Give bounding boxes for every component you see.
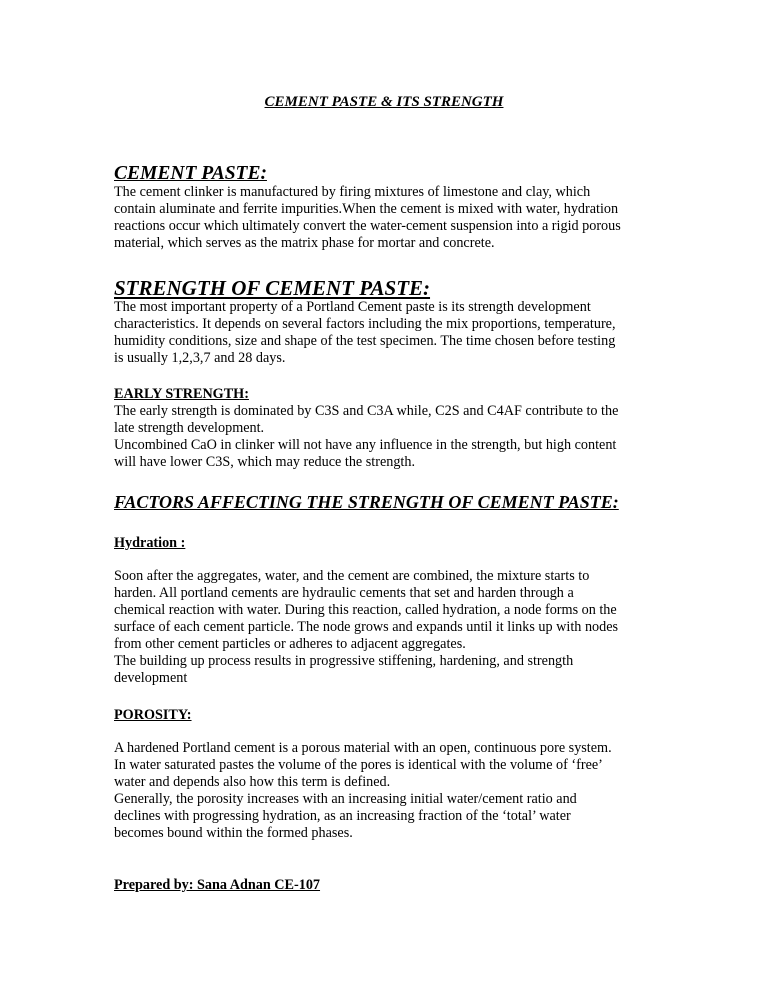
text-line: material, which serves as the matrix phase for mortar and concrete. — [114, 235, 495, 251]
text-line: harden. All portland cements are hydraulic cements that set and harden through a — [114, 585, 574, 601]
heading-cement-paste: CEMENT PASTE: — [114, 163, 267, 184]
paragraph-cement-paste — [114, 184, 674, 252]
paragraph-strength — [114, 299, 674, 367]
text-line: Soon after the aggregates, water, and the cement are combined, the mixture starts to — [114, 568, 590, 584]
text-line: water and depends also how this term is defined. — [114, 774, 391, 790]
text-line: The building up process results in progressive stiffening, hardening, and strength — [114, 653, 574, 669]
text-line: development — [114, 670, 188, 686]
heading-early-strength: EARLY STRENGTH: — [114, 386, 249, 402]
heading-strength: STRENGTH OF CEMENT PASTE: — [114, 276, 431, 300]
author-footer: Prepared by: Sana Adnan CE-107 — [114, 877, 321, 893]
text-line: from other cement particles or adheres to adjacent aggregates. — [114, 636, 466, 652]
text-line: reactions occur which ultimately convert the water-cement suspension into a rigid porous — [114, 218, 621, 234]
text-line: humidity conditions, size and shape of the test specimen. The time chosen before testing — [114, 333, 616, 349]
text-line: becomes bound within the formed phases. — [114, 825, 353, 841]
paragraph-early-strength — [114, 403, 674, 471]
heading-factors: FACTORS AFFECTING THE STRENGTH OF CEMENT PASTE: — [114, 492, 619, 512]
text-line: The cement clinker is manufactured by firing mixtures of limestone and clay, which — [114, 184, 591, 200]
text-line: is usually 1,2,3,7 and 28 days. — [114, 350, 286, 366]
text-line: Uncombined CaO in clinker will not have any influence in the strength, but high content — [114, 437, 617, 453]
text-line: contain aluminate and ferrite impurities.When the cement is mixed with water, hydration — [114, 201, 619, 217]
text-line: The early strength is dominated by C3S and C3A while, C2S and C4AF contribute to the — [114, 403, 619, 419]
text-line: surface of each cement particle. The node grows and expands until it links up with nodes — [114, 619, 619, 635]
text-line: In water saturated pastes the volume of the pores is identical with the volume of ‘free’ — [114, 757, 603, 773]
page-title: CEMENT PASTE & ITS STRENGTH — [264, 94, 504, 110]
heading-hydration: Hydration : — [114, 535, 186, 551]
text-line: will have lower C3S, which may reduce the strength. — [114, 454, 416, 470]
text-line: declines with progressing hydration, as an increasing fraction of the ‘total’ water — [114, 808, 571, 824]
paragraph-hydration — [114, 568, 674, 687]
paragraph-porosity — [114, 740, 674, 842]
heading-porosity: POROSITY: — [114, 707, 192, 723]
text-line: characteristics. It depends on several factors including the mix proportions, temperature, — [114, 316, 616, 332]
text-line: Generally, the porosity increases with an increasing initial water/cement ratio and — [114, 791, 577, 807]
text-line: A hardened Portland cement is a porous material with an open, continuous pore system. — [114, 740, 612, 756]
text-line: The most important property of a Portland Cement paste is its strength development — [114, 299, 591, 315]
text-line: late strength development. — [114, 420, 265, 436]
text-line: chemical reaction with water. During this reaction, called hydration, a node forms on the — [114, 602, 617, 618]
